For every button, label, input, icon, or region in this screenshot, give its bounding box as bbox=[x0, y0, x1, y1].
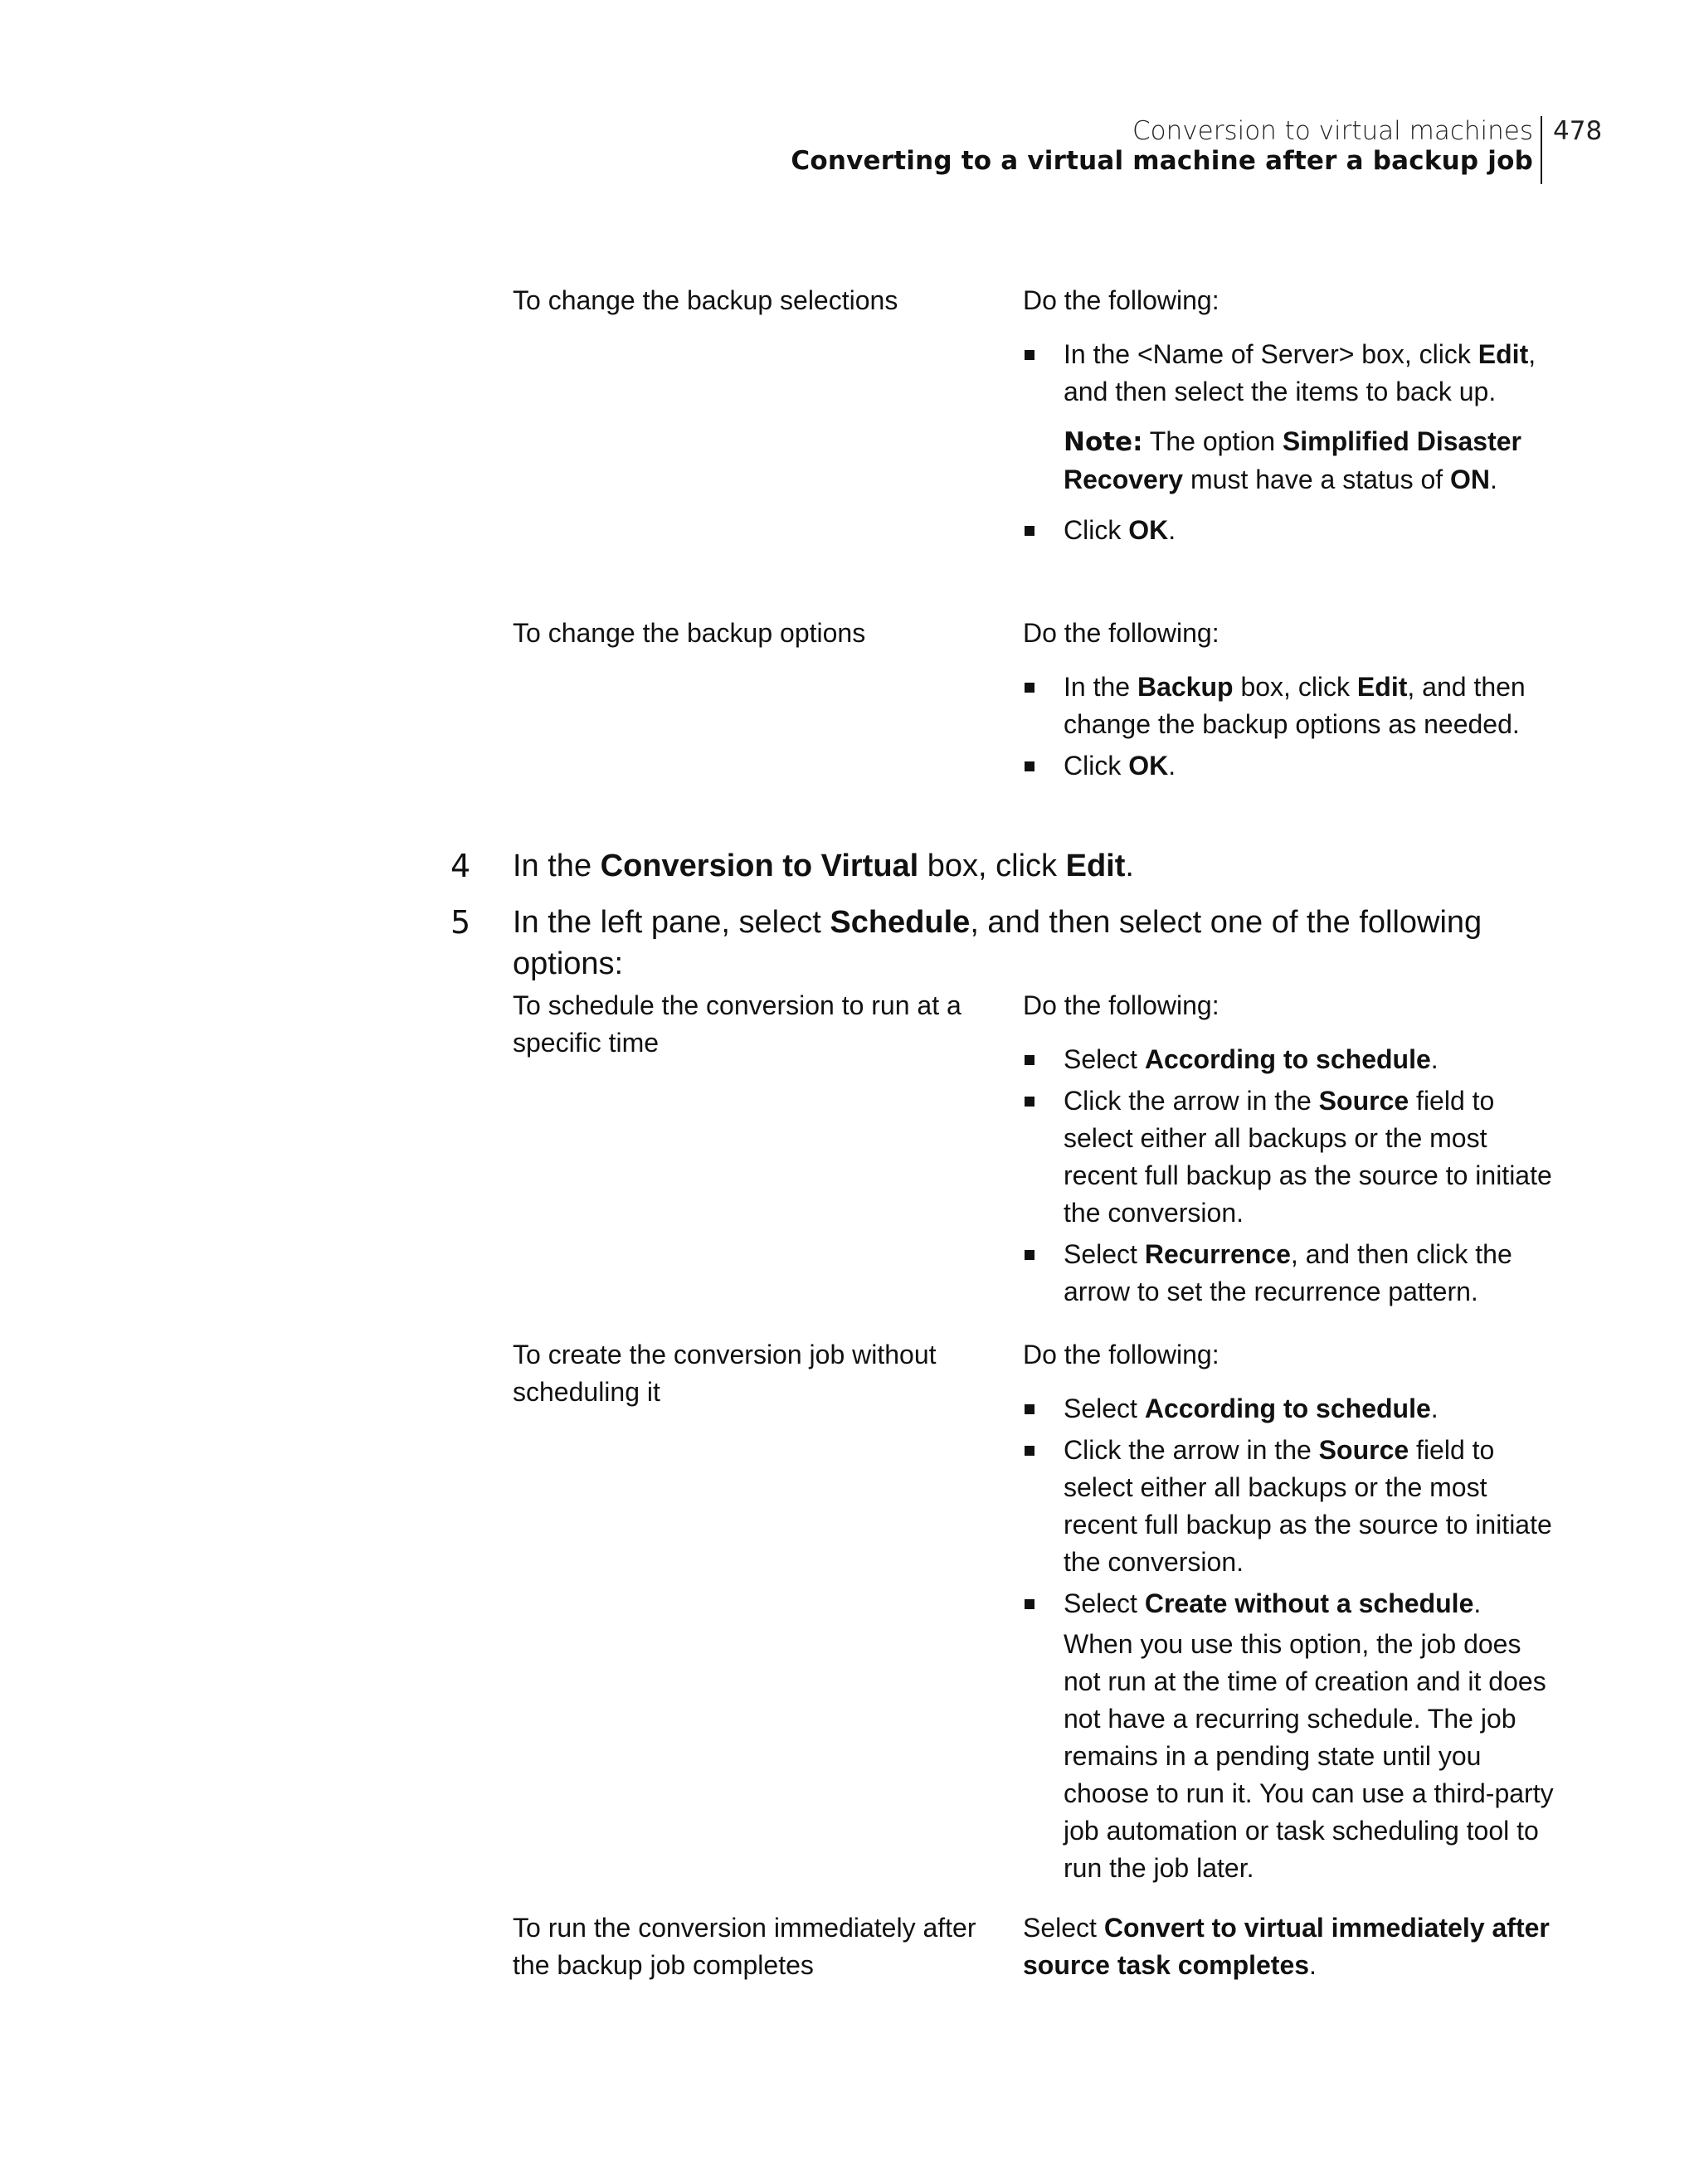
lead-text: Do the following: bbox=[1023, 618, 1219, 648]
bullet-square-icon bbox=[1025, 1097, 1034, 1107]
task-instructions bbox=[1023, 1336, 1554, 1891]
bullet-list bbox=[1023, 1041, 1554, 1311]
bullet-square-icon bbox=[1025, 683, 1034, 693]
bullet-square-icon bbox=[1025, 1404, 1034, 1414]
task-label: To run the conversion immediately after the backup job completes bbox=[513, 1913, 976, 1980]
list-item: Select Recurrence, and then click the arrow to set the recurrence pattern. bbox=[1023, 1236, 1554, 1311]
lead-text: Do the following: bbox=[1023, 1340, 1219, 1369]
list-item: In the Backup box, click Edit, and then change the backup options as needed. bbox=[1023, 669, 1554, 743]
note-text: Note: The option Simplified Disaster Recovery must have a status of ON. bbox=[1064, 426, 1521, 494]
bullet-square-icon bbox=[1025, 1599, 1034, 1609]
list-item: Select Create without a schedule. When you use this option, the job does not run at the time of creation and it does not have a recurring schedule. The job remains in a pending state until you choose to run it. You can use a third-party job automation or task scheduling tool to run the job later. bbox=[1023, 1585, 1554, 1887]
step-text: In the Conversion to Virtual box, click Edit. bbox=[513, 849, 1134, 883]
bullet-list bbox=[1023, 1390, 1554, 1887]
bullet-list bbox=[1023, 669, 1554, 785]
task-label: To change the backup options bbox=[513, 618, 866, 648]
list-item: In the <Name of Server> box, click Edit, and then select the items to back up. bbox=[1023, 336, 1554, 411]
task-label: To schedule the conversion to run at a specific time bbox=[513, 990, 961, 1058]
list-item: Click the arrow in the Source field to select either all backups or the most recent full backup as the source to initiate the conversion. bbox=[1023, 1082, 1554, 1232]
list-item: Click OK. bbox=[1023, 512, 1554, 549]
step-text: In the left pane, select Schedule, and then select one of the following options: bbox=[513, 905, 1482, 981]
list-item: Click OK. bbox=[1023, 747, 1554, 785]
lead-text: Do the following: bbox=[1023, 990, 1219, 1020]
chapter-title: Conversion to virtual machines bbox=[1132, 116, 1533, 146]
task-instructions bbox=[1023, 282, 1554, 553]
task-instructions bbox=[1023, 1909, 1554, 1984]
bullet-square-icon bbox=[1025, 1250, 1034, 1260]
step-number: 5 bbox=[450, 904, 471, 941]
bullet-list bbox=[1023, 336, 1554, 411]
section-title: Converting to a virtual machine after a backup job bbox=[791, 146, 1533, 176]
task-instructions bbox=[1023, 987, 1554, 1315]
step-number: 4 bbox=[450, 848, 471, 884]
note-label: Note: bbox=[1064, 427, 1143, 457]
running-header bbox=[0, 116, 1533, 182]
list-item: Select According to schedule. bbox=[1023, 1041, 1554, 1078]
bullet-square-icon bbox=[1025, 761, 1034, 771]
list-item: Click the arrow in the Source field to select either all backups or the most recent full backup as the source to initiate the conversion. bbox=[1023, 1432, 1554, 1581]
instruction-text: Select Convert to virtual immediately after source task completes. bbox=[1023, 1913, 1550, 1980]
header-divider bbox=[1541, 116, 1542, 184]
task-label: To change the backup selections bbox=[513, 285, 898, 315]
task-label: To create the conversion job without scheduling it bbox=[513, 1340, 937, 1407]
page-number: 478 bbox=[1553, 116, 1603, 146]
bullet-list bbox=[1023, 512, 1554, 549]
task-instructions bbox=[1023, 615, 1554, 789]
option-description: When you use this option, the job does not run at the time of creation and it does not have a recurring schedule. The job remains in a pending state until you choose to run it. You can use a third-party job automation or task scheduling tool to run the job later. bbox=[1064, 1629, 1554, 1883]
bullet-square-icon bbox=[1025, 1055, 1034, 1065]
bullet-square-icon bbox=[1025, 350, 1034, 360]
lead-text: Do the following: bbox=[1023, 285, 1219, 315]
list-item: Select According to schedule. bbox=[1023, 1390, 1554, 1428]
bullet-square-icon bbox=[1025, 1446, 1034, 1456]
bullet-square-icon bbox=[1025, 526, 1034, 536]
